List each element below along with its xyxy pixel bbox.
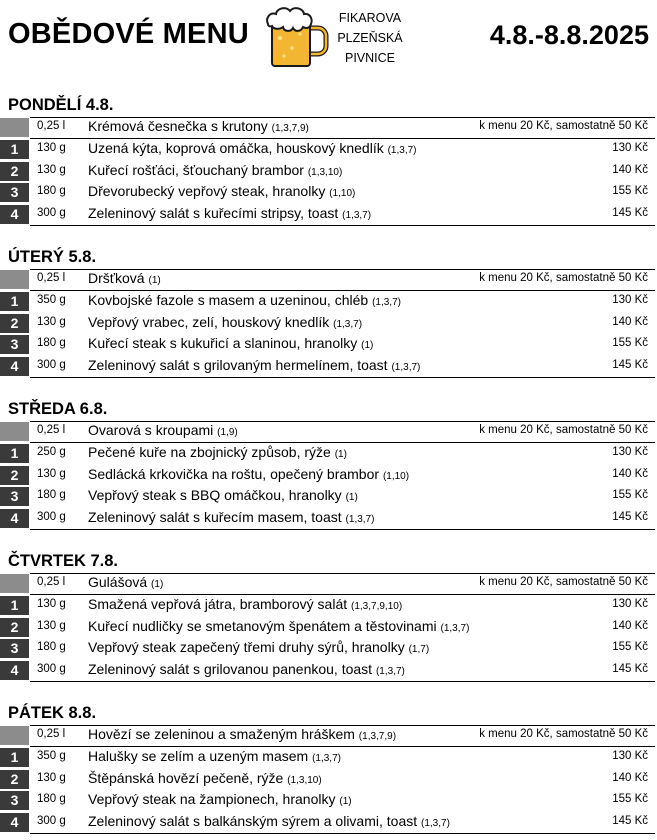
meal-number: 1	[0, 748, 29, 767]
row-marker	[0, 270, 29, 289]
meal-name	[88, 770, 322, 786]
meal-price: 145 Kč	[612, 207, 648, 220]
meal-name	[88, 661, 405, 677]
meal-name	[88, 487, 358, 503]
soup-weight: 0,25 l	[37, 120, 66, 132]
meal-price: 145 Kč	[612, 359, 648, 372]
row-marker	[0, 574, 29, 593]
meal-row	[0, 790, 657, 812]
soup-price: k menu 20 Kč, samostatně 50 Kč	[479, 576, 648, 588]
meal-name-text: Dřevorubecký vepřový steak, hranolky	[88, 183, 326, 200]
meal-name	[88, 314, 362, 330]
meal-allergens: (1,3,7)	[391, 362, 421, 374]
row-divider	[30, 225, 655, 226]
meal-weight: 130 g	[37, 771, 66, 784]
menu-table	[0, 117, 657, 226]
meal-name-text: Sedlácká krkovička na roštu, opečený brambor	[88, 465, 380, 482]
meal-allergens: (1,3,7)	[342, 210, 372, 222]
meal-price: 140 Kč	[612, 315, 648, 328]
meal-weight: 180 g	[37, 337, 66, 350]
meal-price: 145 Kč	[612, 663, 648, 676]
meal-name-text: Halušky se zelím a uzeným masem	[88, 747, 309, 764]
soup-allergens: (1)	[151, 579, 164, 590]
meal-row	[0, 443, 657, 465]
soup-name	[88, 422, 238, 438]
soup-name-text: Gulášová	[88, 574, 148, 590]
row-marker	[0, 422, 29, 441]
pub-name-line: PLZEŇSKÁ	[337, 31, 403, 45]
meal-price: 140 Kč	[612, 163, 648, 176]
meal-weight: 130 g	[37, 467, 66, 480]
meal-allergens: (1,3,7)	[421, 818, 450, 830]
meal-name-text: Zeleninový salát s grilovaným hermelínem, toast	[88, 357, 388, 374]
meal-weight: 180 g	[37, 489, 66, 502]
meal-name	[88, 140, 417, 156]
soup-allergens: (1,9)	[217, 427, 238, 438]
meal-name-text: Uzená kýta, koprová omáčka, houskový knedlík	[88, 139, 384, 156]
meal-number: 2	[0, 162, 29, 181]
meal-allergens: (1)	[345, 492, 358, 504]
pub-name-line: FIKAROVA	[338, 11, 402, 25]
soup-price: k menu 20 Kč, samostatně 50 Kč	[479, 728, 648, 740]
meal-name-text: Kuřecí nudličky se smetanovým špenátem a těstovinami	[88, 617, 437, 634]
meal-row	[0, 465, 657, 487]
soup-name	[88, 270, 161, 286]
meal-weight: 300 g	[37, 207, 66, 220]
meal-number: 2	[0, 618, 29, 637]
meal-row	[0, 617, 657, 639]
meal-price: 130 Kč	[612, 445, 648, 458]
meal-name-text: Zeleninový salát s grilovanou panenkou, toast	[88, 661, 373, 678]
meal-number: 3	[0, 335, 29, 354]
meal-allergens: (1,3,7)	[312, 752, 341, 764]
meal-name	[88, 205, 371, 221]
soup-price: k menu 20 Kč, samostatně 50 Kč	[479, 120, 648, 132]
meal-price: 155 Kč	[612, 641, 648, 654]
meal-weight: 350 g	[37, 293, 66, 306]
meal-name-text: Vepřový steak na žampionech, hranolky	[88, 791, 336, 808]
meal-number: 2	[0, 466, 29, 485]
meal-row	[0, 595, 657, 617]
meal-allergens: (1)	[334, 448, 347, 460]
meal-price: 140 Kč	[612, 467, 648, 480]
meal-weight: 300 g	[37, 511, 66, 524]
meal-allergens: (1)	[361, 340, 374, 352]
menu-table	[0, 573, 657, 682]
meal-name	[88, 466, 409, 482]
meal-number: 3	[0, 183, 29, 202]
meal-row	[0, 313, 657, 335]
soup-row	[0, 725, 657, 747]
meal-name	[88, 748, 341, 764]
meal-name	[88, 813, 450, 829]
day-title: STŘEDA 6.8.	[8, 400, 108, 418]
meal-name	[88, 335, 373, 351]
beer-mug-icon	[262, 4, 330, 70]
meal-price: 130 Kč	[612, 293, 648, 306]
meal-number: 2	[0, 770, 29, 789]
meal-row	[0, 182, 657, 204]
meal-row	[0, 356, 657, 378]
meal-allergens: (1,3,7)	[387, 144, 417, 156]
meal-allergens: (1,3,7)	[333, 318, 363, 330]
meal-name-text: Kuřecí steak s kukuřicí a slaninou, hranolky	[88, 335, 358, 352]
meal-name	[88, 639, 429, 655]
meal-weight: 130 g	[37, 163, 66, 176]
meal-number: 3	[0, 487, 29, 506]
meal-allergens: (1)	[339, 796, 352, 808]
meal-name-text: Pečené kuře na zbojnický způsob, rýže	[88, 443, 331, 460]
meal-row	[0, 334, 657, 356]
row-marker	[0, 118, 29, 137]
meal-row	[0, 769, 657, 791]
meal-weight: 130 g	[37, 141, 66, 154]
meal-name-text: Vepřový steak zapečený třemi druhy sýrů, hranolky	[88, 639, 405, 656]
meal-name	[88, 444, 347, 460]
meal-weight: 130 g	[37, 597, 66, 610]
meal-number: 4	[0, 661, 29, 680]
soup-name-text: Krémová česnečka s krutony	[88, 118, 268, 134]
meal-row	[0, 161, 657, 183]
menu-title: OBĚDOVÉ MENU	[8, 18, 249, 50]
meal-allergens: (1,10)	[329, 188, 356, 200]
meal-number: 4	[0, 813, 29, 832]
soup-name-text: Dršťková	[88, 270, 145, 286]
meal-row	[0, 747, 657, 769]
soup-weight: 0,25 l	[37, 728, 66, 740]
meal-price: 130 Kč	[612, 141, 648, 154]
soup-weight: 0,25 l	[37, 272, 66, 284]
meal-price: 145 Kč	[612, 511, 648, 524]
meal-name-text: Vepřový vrabec, zelí, houskový knedlík	[88, 313, 330, 330]
meal-row	[0, 291, 657, 313]
row-divider	[30, 681, 655, 682]
day-title: PONDĚLÍ 4.8.	[8, 96, 114, 114]
meal-name-text: Zeleninový salát s kuřecími stripsy, toast	[88, 205, 339, 222]
meal-price: 155 Kč	[612, 185, 648, 198]
meal-number: 1	[0, 140, 29, 159]
meal-price: 140 Kč	[612, 771, 648, 784]
meal-number: 2	[0, 314, 29, 333]
soup-name	[88, 574, 163, 590]
meal-name	[88, 596, 402, 612]
meal-price: 140 Kč	[612, 619, 648, 632]
row-divider	[30, 377, 655, 378]
meal-price: 155 Kč	[612, 337, 648, 350]
meal-allergens: (1,7)	[408, 644, 430, 656]
meal-name	[88, 618, 469, 634]
meal-row	[0, 139, 657, 161]
meal-weight: 130 g	[37, 315, 66, 328]
meal-price: 130 Kč	[612, 597, 648, 610]
meal-price: 145 Kč	[612, 815, 648, 828]
meal-row	[0, 508, 657, 530]
meal-number: 1	[0, 444, 29, 463]
pub-name-line: PIVNICE	[344, 51, 395, 65]
soup-row	[0, 421, 657, 443]
soup-price: k menu 20 Kč, samostatně 50 Kč	[479, 272, 648, 284]
menu-dates: 4.8.-8.8.2025	[489, 20, 649, 50]
meal-name-text: Kovbojské fazole s masem a uzeninou, chléb	[88, 291, 369, 308]
meal-name-text: Štěpánská hovězí pečeně, rýže	[88, 769, 284, 786]
soup-row	[0, 117, 657, 139]
meal-price: 155 Kč	[612, 489, 648, 502]
meal-number: 4	[0, 205, 29, 224]
meal-name	[88, 791, 352, 807]
soup-row	[0, 573, 657, 595]
meal-weight: 350 g	[37, 749, 66, 762]
meal-row	[0, 204, 657, 226]
soup-name-text: Hovězí se zeleninou a smaženým hráškem	[88, 726, 355, 742]
meal-number: 1	[0, 292, 29, 311]
meal-row	[0, 638, 657, 660]
meal-allergens: (1,3,7,9,10)	[351, 600, 403, 612]
row-marker	[0, 726, 29, 745]
meal-allergens: (1,3,7)	[372, 296, 401, 308]
row-divider	[30, 529, 655, 530]
meal-name-text: Smažená vepřová játra, bramborový salát	[88, 595, 348, 612]
meal-row	[0, 812, 657, 834]
meal-allergens: (1,3,7)	[345, 514, 375, 526]
soup-weight: 0,25 l	[37, 576, 66, 588]
meal-name	[88, 183, 355, 199]
day-title: ČTVRTEK 7.8.	[8, 552, 119, 570]
meal-name	[88, 357, 420, 373]
soup-name-text: Ovarová s kroupami	[88, 422, 214, 438]
meal-allergens: (1,3,10)	[287, 774, 322, 786]
soup-weight: 0,25 l	[37, 424, 66, 436]
menu-table	[0, 725, 657, 834]
meal-name-text: Vepřový steak s BBQ omáčkou, hranolky	[88, 487, 342, 504]
soup-allergens: (1)	[148, 275, 161, 286]
meal-name	[88, 509, 374, 525]
meal-weight: 250 g	[37, 445, 66, 458]
soup-row	[0, 269, 657, 291]
meal-name-text: Zeleninový salát s kuřecím masem, toast	[88, 509, 342, 526]
meal-weight: 180 g	[37, 641, 66, 654]
meal-allergens: (1,3,10)	[307, 166, 343, 178]
meal-name-text: Zeleninový salát s balkánským sýrem a olivami, toast	[88, 813, 418, 830]
meal-number: 4	[0, 509, 29, 528]
soup-name	[88, 118, 309, 134]
meal-number: 3	[0, 639, 29, 658]
meal-number: 1	[0, 596, 29, 615]
meal-allergens: (1,3,7)	[440, 622, 470, 634]
meal-weight: 180 g	[37, 793, 66, 806]
meal-weight: 300 g	[37, 359, 66, 372]
meal-name	[88, 292, 401, 308]
meal-weight: 130 g	[37, 619, 66, 632]
pub-name	[332, 8, 408, 68]
soup-name	[88, 726, 396, 742]
menu-table	[0, 269, 657, 378]
day-title: PÁTEK 8.8.	[8, 704, 97, 722]
menu-table	[0, 421, 657, 530]
meal-number: 3	[0, 791, 29, 810]
meal-name-text: Kuřecí rošťáci, šťouchaný brambor	[88, 161, 304, 178]
meal-name	[88, 162, 342, 178]
row-divider	[30, 833, 655, 834]
meal-row	[0, 660, 657, 682]
meal-price: 130 Kč	[612, 749, 648, 762]
soup-allergens: (1,3,7,9)	[358, 731, 397, 742]
meal-weight: 300 g	[37, 815, 66, 828]
meal-allergens: (1,10)	[382, 470, 410, 482]
soup-price: k menu 20 Kč, samostatně 50 Kč	[479, 424, 648, 436]
day-title: ÚTERÝ 5.8.	[8, 248, 97, 266]
meal-weight: 300 g	[37, 663, 66, 676]
meal-price: 155 Kč	[612, 793, 648, 806]
meal-row	[0, 486, 657, 508]
meal-allergens: (1,3,7)	[375, 666, 405, 678]
meal-weight: 180 g	[37, 185, 66, 198]
soup-allergens: (1,3,7,9)	[271, 123, 309, 134]
meal-number: 4	[0, 357, 29, 376]
